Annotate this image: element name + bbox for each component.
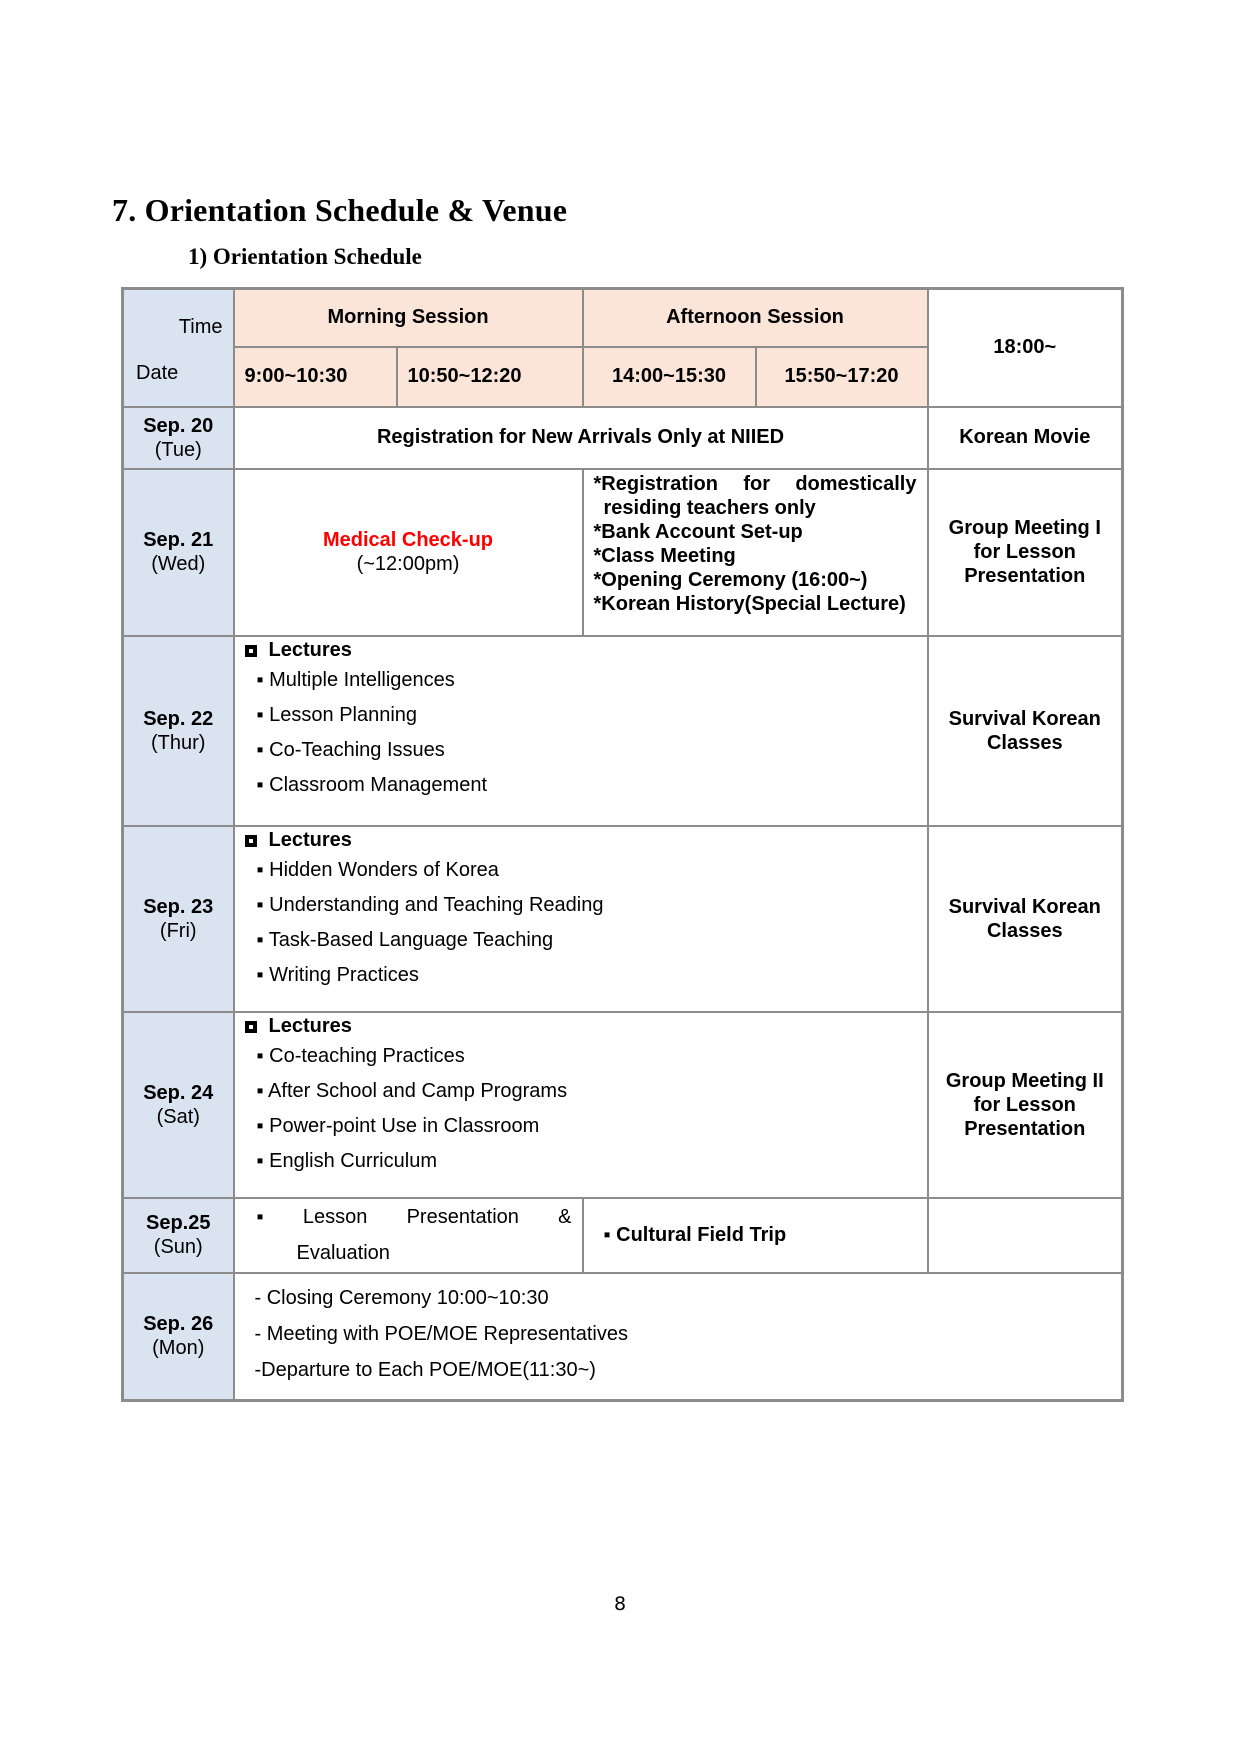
evening-cell xyxy=(928,636,1123,826)
lecture-item: ▪ Multiple Intelligences xyxy=(256,668,455,691)
word: *Registration xyxy=(593,472,718,495)
lecture-item: ▪ Lesson Planning xyxy=(256,703,418,726)
row-sep-20 xyxy=(123,407,1123,469)
lectures-cell xyxy=(234,826,928,1012)
row-sep-25 xyxy=(123,1198,1123,1273)
afternoon-line: residing teachers only xyxy=(603,496,816,519)
weekday-text: (Thur) xyxy=(151,731,206,754)
lectures-header xyxy=(245,827,927,853)
weekday-text: (Tue) xyxy=(154,438,202,461)
row-sep-22 xyxy=(123,636,1123,826)
slot-4: 15:50~17:20 xyxy=(756,347,928,407)
time-label: Time xyxy=(178,316,223,338)
closing-line: - Meeting with POE/MOE Representatives xyxy=(254,1322,628,1345)
slot-3: 14:00~15:30 xyxy=(583,347,756,407)
date-text: Sep. 26 xyxy=(143,1313,214,1336)
evening-line: Presentation xyxy=(964,565,1086,587)
evening-cell-empty xyxy=(928,1198,1123,1273)
date-cell xyxy=(123,1012,234,1198)
cultural-field-trip-cell: ▪ Cultural Field Trip xyxy=(583,1198,928,1273)
evening-line: Survival Korean xyxy=(948,895,1101,918)
afternoon-line: *Class Meeting xyxy=(593,544,736,567)
medical-checkup-label: Medical Check-up xyxy=(322,529,494,551)
lecture-item: ▪ After School and Camp Programs xyxy=(256,1079,568,1102)
evening-line: for Lesson xyxy=(973,541,1076,563)
lesson-presentation-line-1 xyxy=(257,1199,572,1235)
afternoon-line: *Bank Account Set-up xyxy=(593,520,803,543)
lectures-label: Lectures xyxy=(268,828,352,851)
orientation-schedule-table xyxy=(121,287,1124,1402)
date-text: Sep. 24 xyxy=(143,1081,214,1104)
date-text: Sep. 22 xyxy=(143,707,214,730)
lecture-item: ▪ Writing Practices xyxy=(256,963,419,986)
date-cell xyxy=(123,407,234,469)
weekday-text: (Sat) xyxy=(156,1105,200,1128)
word: Lesson xyxy=(302,1205,368,1228)
date-text: Sep. 20 xyxy=(143,414,214,437)
slot-2: 10:50~12:20 xyxy=(397,347,583,407)
medical-checkup-time: (~12:00pm) xyxy=(356,553,460,575)
evening-line: Group Meeting II xyxy=(945,1069,1104,1092)
lecture-item: ▪ English Curriculum xyxy=(256,1149,437,1172)
lecture-item: ▪ Power-point Use in Classroom xyxy=(256,1114,540,1137)
afternoon-line-1 xyxy=(594,472,917,496)
lectures-cell xyxy=(234,636,928,826)
afternoon-activities-cell xyxy=(583,469,928,636)
row-sep-24 xyxy=(123,1012,1123,1198)
date-text: Sep. 21 xyxy=(143,529,214,551)
afternoon-session-header: Afternoon Session xyxy=(583,289,928,347)
square-bullet-icon xyxy=(245,645,257,657)
word: domestically xyxy=(795,472,917,495)
evening-time-header: 18:00~ xyxy=(928,289,1123,407)
lectures-label: Lectures xyxy=(268,638,352,661)
lecture-item: ▪ Task-Based Language Teaching xyxy=(256,928,554,951)
header-row-sessions xyxy=(123,289,1123,347)
lesson-presentation-cell xyxy=(234,1198,583,1273)
lesson-presentation-line-2: Evaluation xyxy=(296,1241,390,1264)
row-sep-26 xyxy=(123,1273,1123,1401)
weekday-text: (Fri) xyxy=(159,919,197,942)
lectures-label: Lectures xyxy=(268,1014,352,1037)
evening-cell: Korean Movie xyxy=(928,407,1123,469)
slot-1: 9:00~10:30 xyxy=(234,347,397,407)
morning-session-header: Morning Session xyxy=(234,289,583,347)
closing-cell xyxy=(234,1273,1123,1401)
word: for xyxy=(743,472,770,495)
square-bullet-icon xyxy=(245,1021,257,1033)
lecture-item: ▪ Understanding and Teaching Reading xyxy=(256,893,604,916)
time-date-corner xyxy=(123,289,234,407)
date-cell xyxy=(123,1198,234,1273)
medical-checkup-cell xyxy=(234,469,583,636)
date-label: Date xyxy=(136,362,179,384)
date-cell xyxy=(123,469,234,636)
word: ▪ xyxy=(256,1205,264,1228)
lecture-item: ▪ Classroom Management xyxy=(256,773,488,796)
lectures-header xyxy=(245,1013,927,1039)
evening-cell xyxy=(928,826,1123,1012)
evening-cell xyxy=(928,469,1123,636)
weekday-text: (Sun) xyxy=(153,1236,203,1258)
lecture-item: ▪ Hidden Wonders of Korea xyxy=(256,858,499,881)
afternoon-line: *Korean History(Special Lecture) xyxy=(593,592,906,615)
word: & xyxy=(558,1205,572,1228)
date-cell xyxy=(123,1273,234,1401)
evening-line: for Lesson xyxy=(973,1093,1076,1116)
section-title: 1) Orientation Schedule xyxy=(188,244,422,269)
weekday-text: (Mon) xyxy=(152,1337,205,1360)
page-title: 7. Orientation Schedule & Venue xyxy=(112,192,568,228)
lectures-header xyxy=(245,637,927,663)
evening-line: Survival Korean xyxy=(948,707,1101,730)
word: Presentation xyxy=(406,1205,519,1228)
lectures-cell xyxy=(234,1012,928,1198)
evening-cell xyxy=(928,1012,1123,1198)
row-sep-23 xyxy=(123,826,1123,1012)
page-number: 8 xyxy=(613,1593,627,1615)
date-cell xyxy=(123,636,234,826)
registration-cell: Registration for New Arrivals Only at NIIED xyxy=(234,407,928,469)
evening-line: Classes xyxy=(986,919,1063,942)
evening-line: Presentation xyxy=(964,1117,1086,1140)
row-sep-21 xyxy=(123,469,1123,636)
date-text: Sep. 23 xyxy=(143,895,214,918)
square-bullet-icon xyxy=(245,835,257,847)
afternoon-line: *Opening Ceremony (16:00~) xyxy=(593,568,868,591)
closing-line: -Departure to Each POE/MOE(11:30~) xyxy=(254,1358,596,1381)
evening-line: Classes xyxy=(986,731,1063,754)
lecture-item: ▪ Co-teaching Practices xyxy=(256,1044,465,1067)
date-text: Sep.25 xyxy=(146,1212,211,1234)
lecture-item: ▪ Co-Teaching Issues xyxy=(256,738,445,761)
evening-line: Group Meeting I xyxy=(948,517,1101,539)
date-cell xyxy=(123,826,234,1012)
weekday-text: (Wed) xyxy=(151,553,206,575)
closing-line: - Closing Ceremony 10:00~10:30 xyxy=(254,1286,549,1309)
